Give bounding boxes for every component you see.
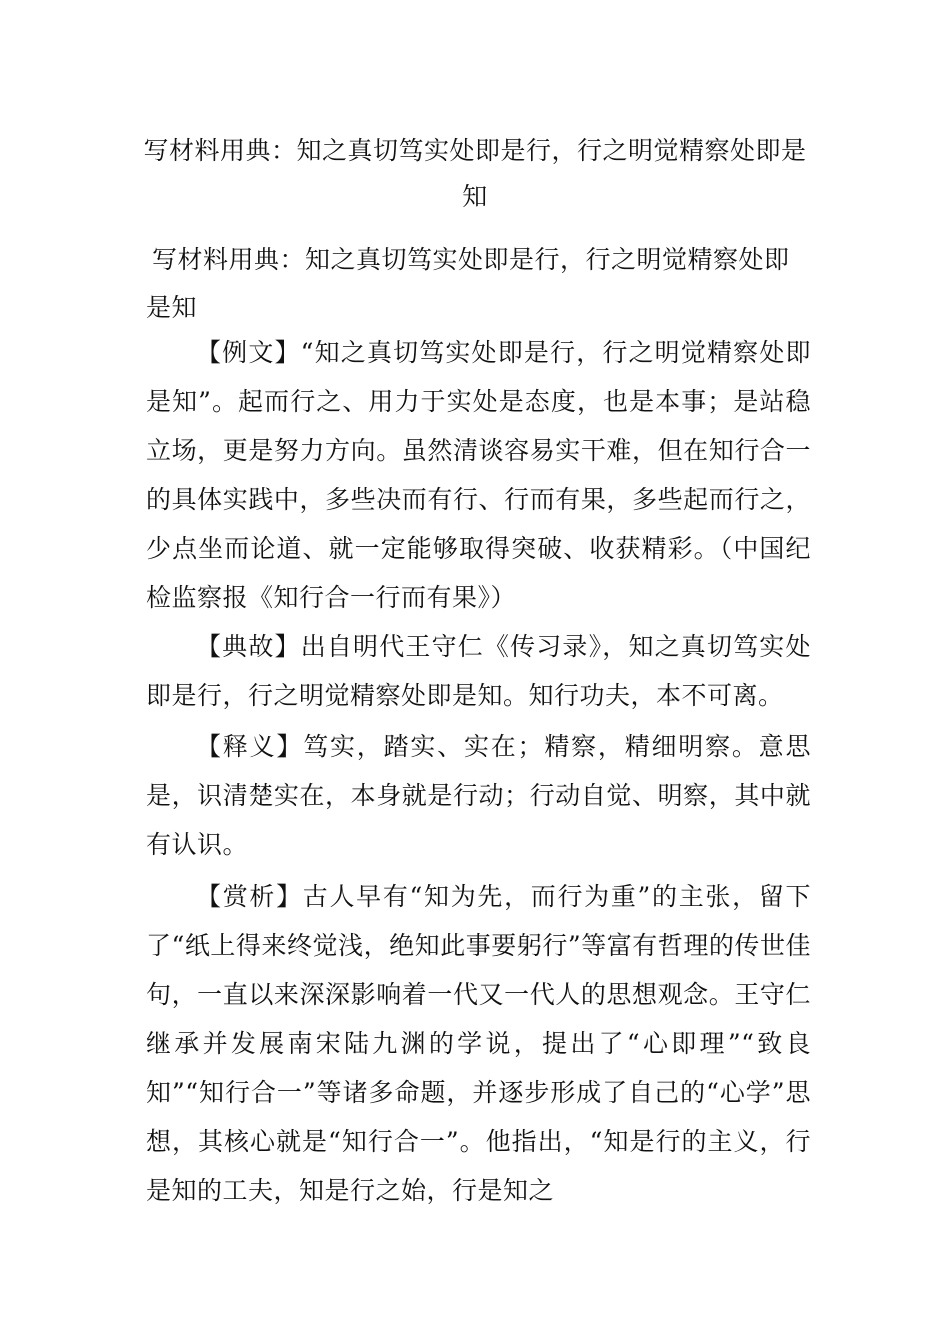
document-title: 写材料用典：知之真切笃实处即是行，行之明觉精察处即是知 <box>143 136 807 211</box>
paragraph-interpretation <box>146 722 811 869</box>
paragraph-tag: 【赏析】 <box>196 882 303 911</box>
paragraph-text: 出自明代王守仁《传习录》，知之真切笃实处即是行，行之明觉精察处即是知。知行功夫，本不可离。 <box>146 632 811 710</box>
paragraph-text: 笃实，踏实、实在；精察，精细明察。意思是，识清楚实在，本身就是行动；行动自觉、明察，其中就有认识。 <box>146 732 811 859</box>
paragraph-tag: 【例文】 <box>196 338 301 367</box>
paragraph-text: 古人早有“知为先，而行为重”的主张，留下了“纸上得来终觉浅，绝知此事要躬行”等富有哲理的传世佳句，一直以来深深影响着一代又一代人的思想观念。王守仁继承并发展南宋陆九渊的学说，提出了“心即理”“致良知”“知行合一”等诸多命题，并逐步形成了自己的“心学”思想，其核心就是“知行合一”。他指出，“知是行的主义，行是知的工夫，知是行之始，行是知之 <box>146 882 811 1205</box>
paragraph-tag: 【典故】 <box>196 632 301 661</box>
paragraph-example <box>146 328 811 622</box>
paragraph-allusion <box>146 622 811 720</box>
paragraph-appreciation <box>146 872 811 1215</box>
paragraph-text: “知之真切笃实处即是行，行之明觉精察处即是知”。起而行之、用力于实处是态度，也是本事；是站稳立场，更是努力方向。虽然清谈容易实干难，但在知行合一的具体实践中，多些决而有行、行而有果，多些起而行之，少点坐而论道、就一定能够取得突破、收获精彩。（中国纪检监察报《知行合一行而有果》） <box>146 338 811 612</box>
paragraph-tag: 【释义】 <box>196 732 304 761</box>
document-subtitle: 写材料用典：知之真切笃实处即是行，行之明觉精察处即是知 <box>146 245 790 322</box>
